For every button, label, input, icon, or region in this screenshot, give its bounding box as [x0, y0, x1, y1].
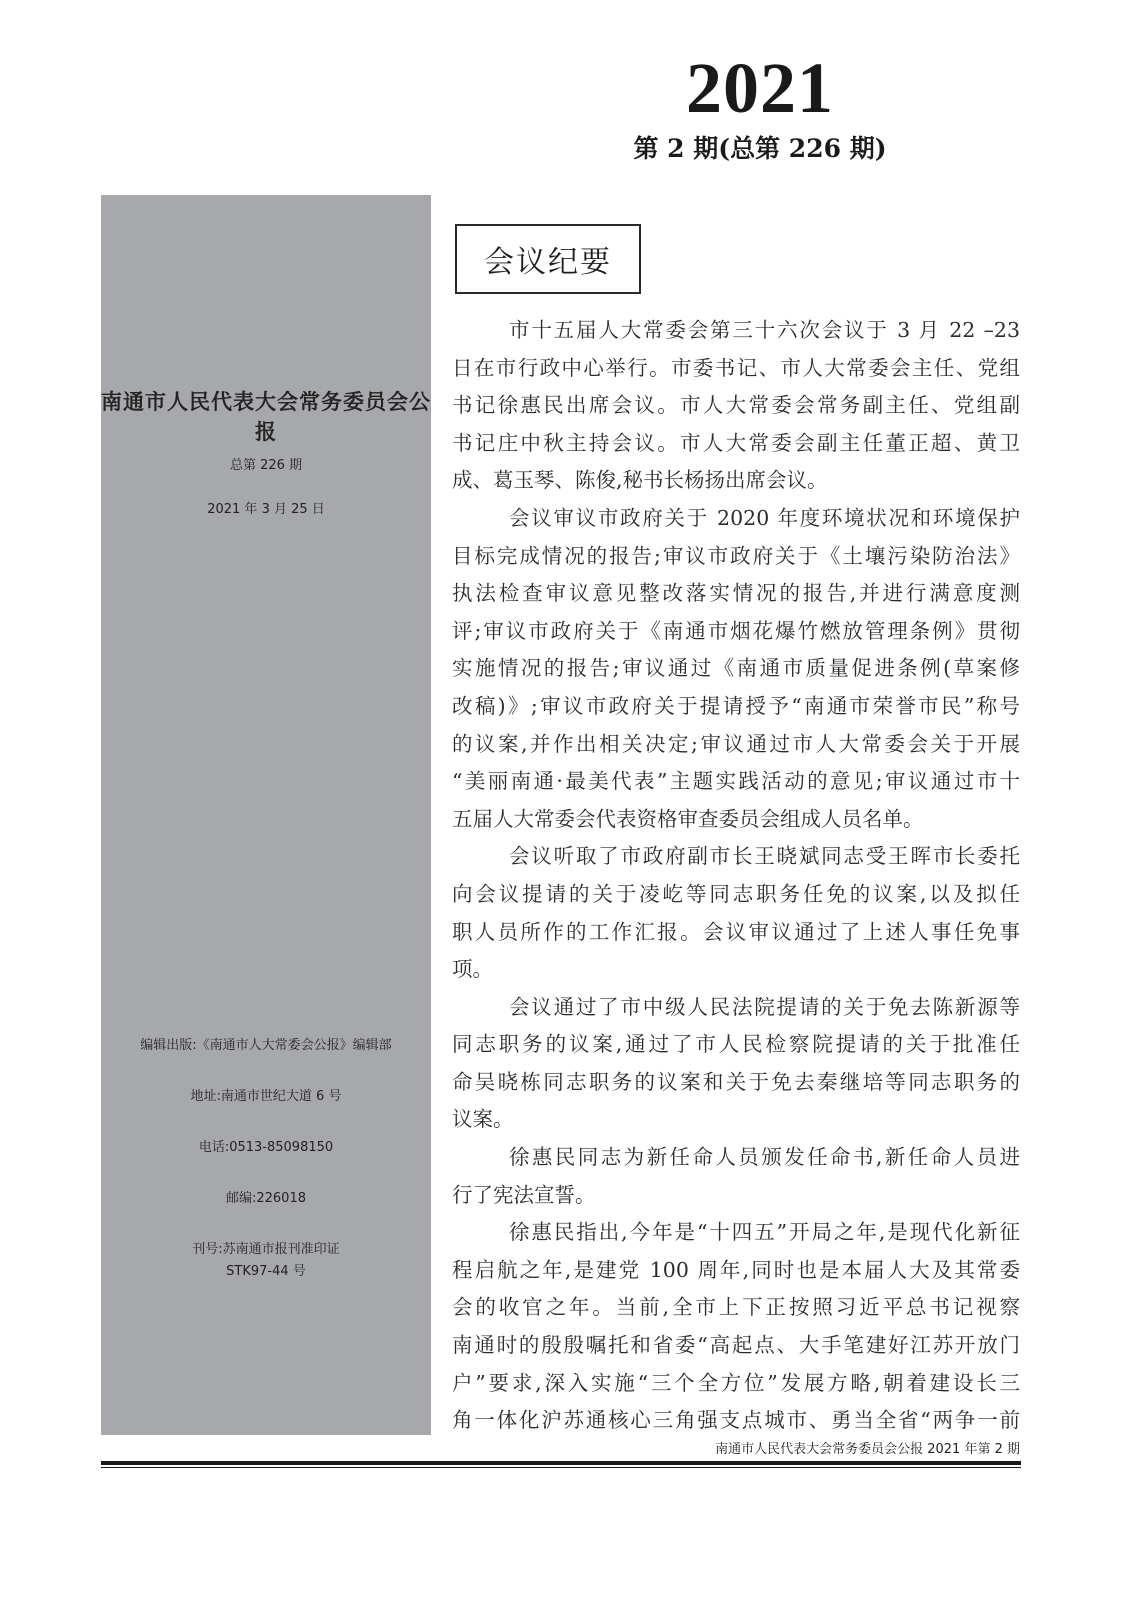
text-line: 命吴晓栋同志职务的议案和关于免去秦继培等同志职务的: [452, 1069, 1020, 1094]
address-info: 地址:南通市世纪大道 6 号: [190, 1089, 342, 1104]
text-line: 程启航之年,是建党 100 周年,同时也是本届人大及其常委: [452, 1257, 1020, 1282]
sidebar-panel: [101, 195, 431, 1435]
text-line: 角一体化沪苏通核心三角强支点城市、勇当全省“两争一前: [452, 1408, 1020, 1433]
text-line: 会的收官之年。当前,全市上下正按照习近平总书记视察: [452, 1295, 1020, 1320]
text-line: 改稿)》;审议市政府关于提请授予“南通市荣誉市民”称号: [452, 693, 1020, 718]
text-line: 评;审议市政府关于《南通市烟花爆竹燃放管理条例》贯彻: [452, 618, 1020, 643]
text-line: 会议通过了市中级人民法院提请的关于免去陈新源等: [509, 994, 1020, 1019]
text-line: 议案。: [452, 1107, 514, 1132]
text-line: 户”要求,深入实施“三个全方位”发展方略,朝着建设长三: [452, 1370, 1020, 1395]
text-line: 项。: [452, 957, 493, 982]
text-line: 徐惠民同志为新任命人员颁发任命书,新任命人员进: [509, 1145, 1020, 1170]
text-line: 目标完成情况的报告;审议市政府关于《土壤污染防治法》: [452, 543, 1020, 568]
text-line: 职人员所作的工作汇报。会议审议通过了上述人事任免事: [452, 919, 1020, 944]
text-line: 向会议提请的关于凌屹等同志职务任免的议案,以及拟任: [452, 881, 1020, 906]
phone-info: 电话:0513-85098150: [198, 1140, 334, 1155]
footer-rule-thick: [101, 1461, 1021, 1465]
text-line: 执法检查审议意见整改落实情况的报告,并进行满意度测: [452, 581, 1020, 606]
text-line: “美丽南通·最美代表”主题实践活动的意见;审议通过市十: [452, 769, 1020, 794]
postcode-info: 邮编:226018: [225, 1191, 306, 1206]
text-line: 徐惠民指出,今年是“十四五”开局之年,是现代化新征: [509, 1220, 1020, 1245]
text-line: 会议听取了市政府副市长王晓斌同志受王晖市长委托: [509, 844, 1020, 869]
publication-title: 南通市人民代表大会常务委员会公报: [101, 390, 431, 444]
text-line: 书记徐惠民出席会议。市人大常委会常务副主任、党组副: [452, 393, 1020, 418]
text-line: 会议审议市政府关于 2020 年度环境状况和环境保护: [509, 505, 1020, 530]
publication-date: 2021 年 3 月 25 日: [207, 502, 325, 517]
text-line: 的议案,并作出相关决定;审议通过市人大常委会关于开展: [452, 731, 1020, 756]
article-body: [452, 312, 1020, 1440]
issue-number: 第 2 期(总第 226 期): [633, 134, 887, 163]
total-issue: 总第 226 期: [229, 458, 303, 473]
publication-year: 2021: [686, 48, 834, 128]
license-label: 刊号:苏南通市报刊准印证: [192, 1242, 340, 1257]
text-line: 书记庄中秋主持会议。市人大常委会副主任董正超、黄卫: [452, 430, 1020, 455]
text-line: 行了宪法宣誓。: [452, 1182, 596, 1207]
running-footer: 南通市人民代表大会常务委员会公报 2021 年第 2 期: [715, 1442, 1020, 1457]
text-line: 五届人大常委会代表资格审查委员会组成人员名单。: [452, 806, 924, 831]
text-line: 南通时的殷殷嘱托和省委“高起点、大手笔建好江苏开放门: [452, 1333, 1020, 1358]
text-line: 同志职务的议案,通过了市人民检察院提请的关于批准任: [452, 1032, 1020, 1057]
section-heading-box: [455, 224, 641, 294]
text-line: 成、葛玉琴、陈俊,秘书长杨扬出席会议。: [452, 468, 828, 493]
license-number: STK97-44 号: [226, 1264, 306, 1279]
editor-info: 编辑出版:《南通市人大常委会公报》编辑部: [140, 1038, 392, 1053]
text-line: 实施情况的报告;审议通过《南通市质量促进条例(草案修: [452, 656, 1020, 681]
text-line: 市十五届人大常委会第三十六次会议于 3 月 22 –23: [509, 318, 1020, 342]
section-heading: 会议纪要: [484, 245, 612, 280]
footer-rule-thin: [101, 1467, 1021, 1468]
text-line: 日在市行政中心举行。市委书记、市人大常委会主任、党组: [452, 355, 1020, 380]
